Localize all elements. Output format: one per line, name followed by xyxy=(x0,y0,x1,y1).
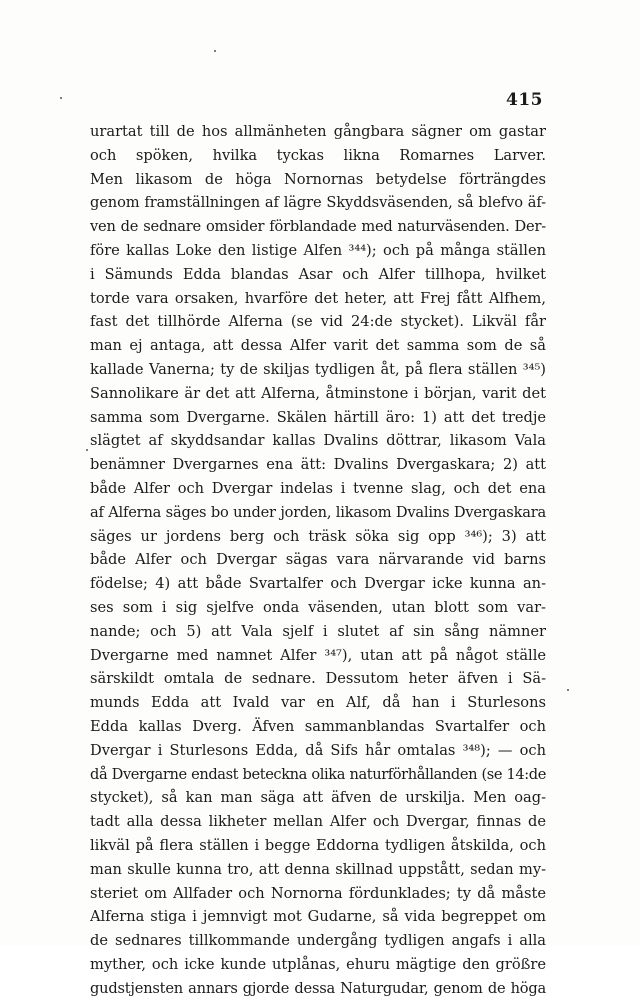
text-line: de sednares tillkommande undergång tydligen angafs i alla xyxy=(90,932,546,950)
text-line: gudstjensten annars gjorde dessa Naturgudar, genom de höga xyxy=(90,979,546,997)
text-line: fast det tillhörde Alferna (se vid 24:de stycket). Likväl får xyxy=(90,313,546,331)
text-line: stycket), så kan man säga att äfven de urskilja. Men oag- xyxy=(90,789,546,807)
text-line: före kallas Loke den listige Alfen ³⁴⁴); och på många ställen xyxy=(90,241,546,259)
text-line: slägtet af skyddsandar kallas Dvalins döttrar, likasom Vala xyxy=(90,432,546,450)
text-line: särskildt omtala de sednare. Dessutom heter äfven i Sä- xyxy=(90,670,546,688)
text-line: man ej antaga, att dessa Alfer varit det samma som de så xyxy=(90,337,546,355)
print-speck xyxy=(214,50,216,52)
text-line: munds Edda att Ivald var en Alf, då han i Sturlesons xyxy=(90,694,546,712)
text-line: samma som Dvergarne. Skälen härtill äro: 1) att det tredje xyxy=(90,408,546,426)
text-line: både Alfer och Dvergar sägas vara närvarande vid barns xyxy=(90,551,546,569)
text-line: steriet om Allfader och Nornorna fördunklades; ty då måste xyxy=(90,884,546,902)
text-line: myther, och icke kunde utplånas, ehuru mägtige den größre xyxy=(90,955,546,973)
text-line: Dvergarne med namnet Alfer ³⁴⁷), utan att på något ställe xyxy=(90,646,546,664)
text-line: Edda kallas Dverg. Äfven sammanblandas Svartalfer och xyxy=(90,717,546,735)
page-number: 415 xyxy=(506,90,543,110)
text-line: både Alfer och Dvergar indelas i tvenne slag, och det ena xyxy=(90,479,546,497)
text-line: torde vara orsaken, hvarföre det heter, att Frej fått Alfhem, xyxy=(90,289,546,307)
text-line: Dvergar i Sturlesons Edda, då Sifs hår omtalas ³⁴⁸); — och xyxy=(90,741,546,759)
text-line: genom framställningen af lägre Skyddsväsenden, så blefvo äf- xyxy=(90,194,546,212)
text-line: kallade Vanerna; ty de skiljas tydligen åt, på flera ställen ³⁴⁵) xyxy=(90,360,546,378)
text-line: då Dvergarne endast beteckna olika naturförhållanden (se 14:de xyxy=(90,765,546,783)
text-line: urartat till de hos allmänheten gångbara sägner om gastar xyxy=(90,123,546,140)
text-line: tadt alla dessa likheter mellan Alfer och Dvergar, finnas de xyxy=(90,813,546,831)
text-line: Sannolikare är det att Alferna, åtminstone i början, varit det xyxy=(90,384,546,402)
print-speck xyxy=(86,449,88,451)
body-text xyxy=(90,120,546,1000)
text-line: af Alferna säges bo under jorden, likasom Dvalins Dvergaskara xyxy=(90,503,546,521)
print-speck xyxy=(567,689,569,691)
text-line: säges ur jordens berg och träsk söka sig opp ³⁴⁶); 3) att xyxy=(90,527,546,545)
text-line: och spöken, hvilka tyckas likna Romarnes Larver. xyxy=(90,146,546,164)
text-line: man skulle kunna tro, att denna skillnad uppstått, sedan my- xyxy=(90,860,546,878)
text-line: benämner Dvergarnes ena ätt: Dvalins Dvergaskara; 2) att xyxy=(90,456,546,474)
text-line: likväl på flera ställen i begge Eddorna tydligen åtskilda, och xyxy=(90,836,546,854)
text-line: födelse; 4) att både Svartalfer och Dvergar icke kunna an- xyxy=(90,575,546,593)
text-line: Men likasom de höga Nornornas betydelse förträngdes xyxy=(90,170,546,188)
text-line: i Sämunds Edda blandas Asar och Alfer tillhopa, hvilket xyxy=(90,265,546,283)
text-line: nande; och 5) att Vala sjelf i slutet af sin sång nämner xyxy=(90,622,546,640)
text-line: Alferna stiga i jemnvigt mot Gudarne, så vida begreppet om xyxy=(90,908,546,926)
text-line: ses som i sig sjelfve onda väsenden, utan blott som var- xyxy=(90,598,546,616)
text-line: ven de sednare omsider förblandade med naturväsenden. Der- xyxy=(90,218,546,236)
print-speck xyxy=(60,97,62,99)
